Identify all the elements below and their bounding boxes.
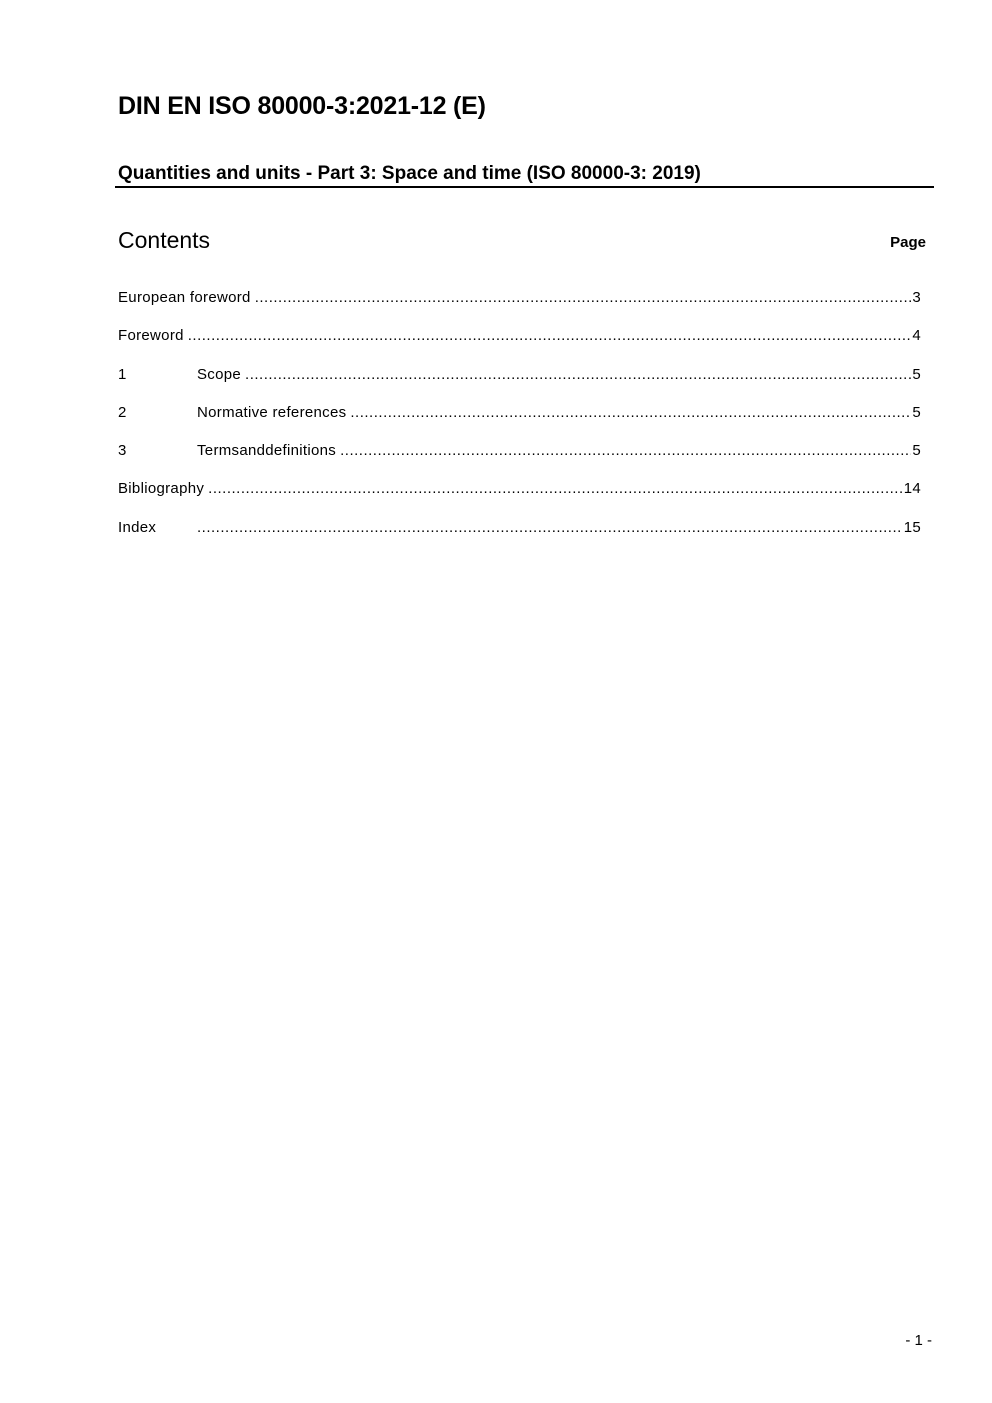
toc-entry-page: 4 (912, 327, 921, 345)
toc-entry-label: European foreword (118, 289, 251, 306)
toc-entry-label: Index (118, 518, 157, 536)
page-column-label: Page (890, 234, 926, 251)
toc-entry-page: 14 (903, 480, 921, 498)
toc-entry-index[interactable] (118, 519, 921, 557)
toc-entry-page: 5 (912, 442, 921, 460)
toc-entry-number: 2 (118, 403, 127, 421)
toc-dot-leader (188, 327, 912, 344)
toc-dot-leader (245, 366, 911, 383)
toc-entry-foreword[interactable] (118, 327, 921, 365)
document-subtitle: Quantities and units - Part 3: Space and time (ISO 80000-3: 2019) (118, 163, 701, 184)
contents-heading: Contents (118, 227, 211, 253)
toc-entry-number: 1 (118, 365, 127, 383)
toc-entry-label: Scope (197, 365, 242, 383)
toc-entry-bibliography[interactable] (118, 480, 921, 518)
toc-entry-terms-and-definitions[interactable] (118, 442, 921, 480)
toc-entry-page: 15 (903, 518, 921, 536)
toc-entry-label: Termsanddefinitions (197, 442, 337, 460)
toc-entry-page: 5 (912, 365, 921, 383)
toc-dot-leader (350, 404, 911, 421)
subtitle-underline (115, 186, 934, 188)
toc-entry-page: 3 (912, 289, 921, 306)
toc-entry-label: Normative references (197, 403, 347, 421)
toc-entry-label: Foreword (118, 327, 184, 345)
toc-entry-label: Bibliography (118, 480, 205, 498)
table-of-contents (118, 289, 921, 557)
toc-dot-leader (340, 442, 911, 459)
toc-dot-leader (255, 289, 912, 306)
toc-entry-page: 5 (912, 403, 921, 421)
document-title: DIN EN ISO 80000-3:2021-12 (E) (118, 92, 486, 120)
toc-entry-normative-references[interactable] (118, 404, 921, 442)
toc-entry-scope[interactable] (118, 366, 921, 404)
toc-entry-european-foreword[interactable] (118, 289, 921, 327)
toc-entry-number: 3 (118, 442, 127, 460)
toc-dot-leader (197, 519, 903, 536)
page-number: - 1 - (905, 1332, 932, 1349)
toc-dot-leader (208, 480, 903, 497)
